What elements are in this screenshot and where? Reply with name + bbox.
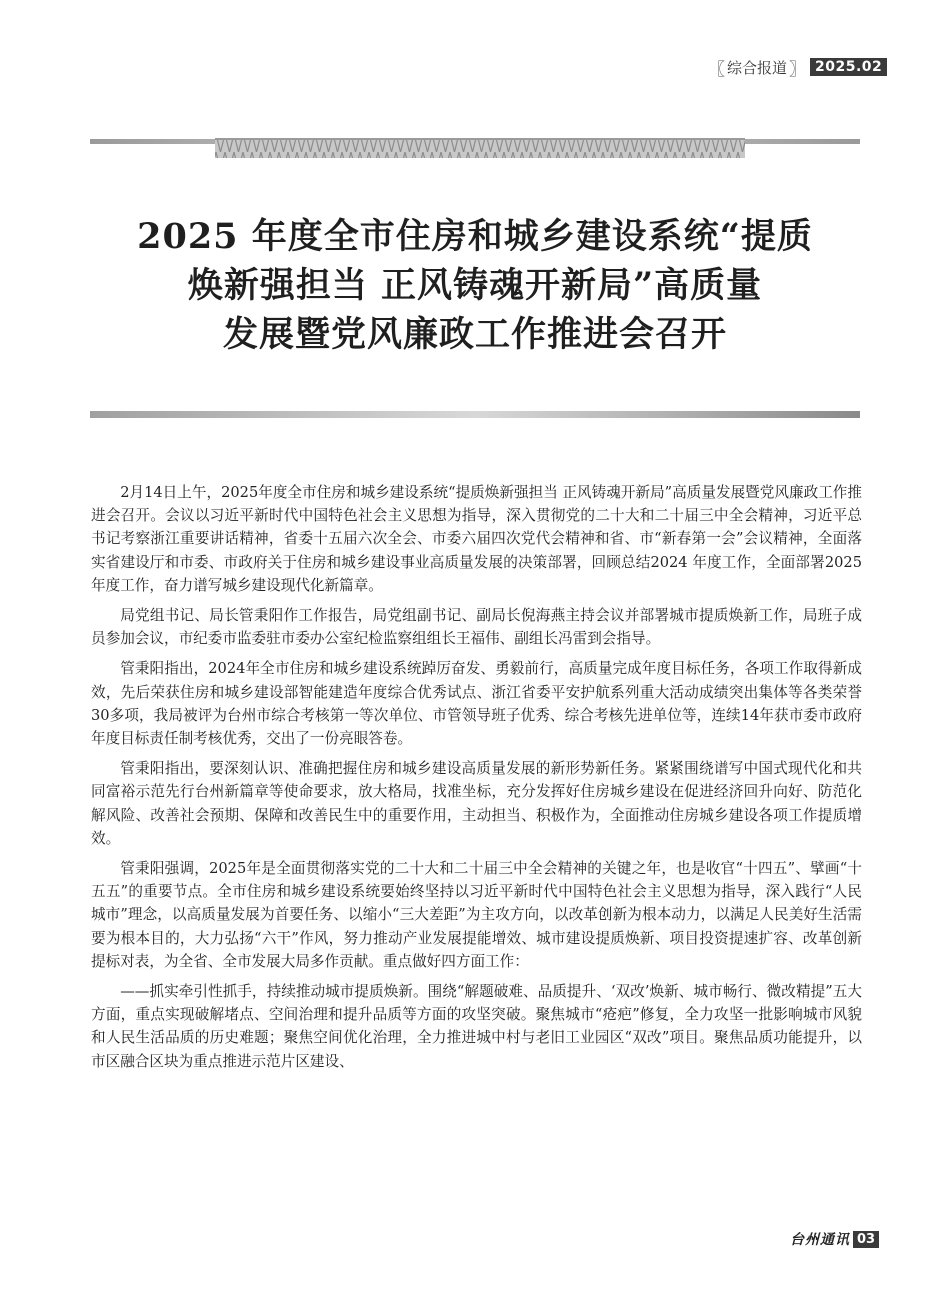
decorative-top-rule (90, 134, 860, 160)
title-line: 发展暨党风廉政工作推进会召开 (222, 314, 727, 355)
publication-brand: 台州通讯 (790, 1232, 850, 1248)
article-paragraph: 管秉阳指出，要深刻认识、准确把握住房和城乡建设高质量发展的新形势新任务。紧紧围绕谱写中国式现代化和共同富裕示范先行台州新篇章等使命要求，放大格局，找准坐标，充分发挥好住房城乡建设在促进经济回升向好、防范化解风险、改善社会预期、保障和改善民生中的重要作用，主动担当、积极作为，全面推动住房城乡建设各项工作提质增效。 (91, 760, 862, 847)
article-paragraph: 2月14日上午，2025年度全市住房和城乡建设系统“提质焕新强担当 正风铸魂开新局”高质量发展暨党风廉政工作推进会召开。会议以习近平新时代中国特色社会主义思想为指导，深入贯彻党的二十大和二十届三中全会精神，习近平总书记考察浙江重要讲话精神，省委十五届六次全会、市委六届四次党代会精神和省、市“新春第一会”会议精神，全面落实省建设厅和市委、市政府关于住房和城乡建设事业高质量发展的决策部署，回顾总结2024 年度工作，全面部署2025 年度工作，奋力谱写城乡建设现代化新篇章。 (91, 484, 862, 594)
issue-badge: 2025.02 (810, 58, 887, 76)
article-paragraph: ——抓实牵引性抓手，持续推动城市提质焕新。围绕“解题破难、品质提升、‘双改’焕新、城市畅行、微改精提”五大方面，重点实现破解堵点、空间治理和提升品质等方面的攻坚突破。聚焦城市“疮疤”修复，全力攻坚一批影响城市风貌和人民生活品质的历史难题；聚焦空间优化治理，全力推进城中村与老旧工业园区“双改”项目。聚焦品质功能提升，以市区融合区块为重点推进示范片区建设、 (91, 983, 862, 1070)
article-body (91, 481, 862, 1080)
title-line: 2025 年度全市住房和城乡建设系统“提质 (137, 216, 813, 257)
right-bracket-icon: 〗 (789, 59, 807, 80)
left-bracket-icon: 〖 (708, 59, 725, 80)
decorative-bottom-rule (90, 410, 860, 420)
page-number: 03 (853, 1231, 879, 1248)
section-header (708, 56, 887, 78)
article-paragraph: 管秉阳指出，2024年全市住房和城乡建设系统踔厉奋发、勇毅前行，高质量完成年度目标任务，各项工作取得新成效，先后荣获住房和城乡建设部智能建造年度综合优秀试点、浙江省委平安护航系列重大活动成绩突出集体等各类荣誉30多项，我局被评为台州市综合考核第一等次单位、市管领导班子优秀、综合考核先进单位等，连续14年获市委市政府年度目标责任制考核优秀，交出了一份亮眼答卷。 (91, 660, 862, 748)
section-label: 综合报道 (727, 58, 788, 77)
article-title (90, 212, 860, 359)
article-paragraph: 管秉阳强调，2025年是全面贯彻落实党的二十大和二十届三中全会精神的关键之年，也是收官“十四五”、擘画“十五五”的重要节点。全市住房和城乡建设系统要始终坚持以习近平新时代中国特色社会主义思想为指导，深入践行“人民城市”理念，以高质量发展为首要任务、以缩小“三大差距”为主攻方向，以改革创新为根本动力，以满足人民美好生活需要为根本目的，大力弘扬“六干”作风，努力推动产业发展提能增效、城市建设提质焕新、项目投资提速扩容、改革创新提标对表，为全省、全市发展大局多作贡献。重点做好四方面工作： (91, 860, 862, 970)
page-footer (790, 1229, 879, 1249)
title-line: 焕新强担当 正风铸魂开新局”高质量 (187, 265, 763, 306)
article-paragraph: 局党组书记、局长管秉阳作工作报告，局党组副书记、副局长倪海燕主持会议并部署城市提质焕新工作，局班子成员参加会议，市纪委市监委驻市委办公室纪检监察组组长王福伟、副组长冯雷到会指导。 (91, 607, 862, 648)
